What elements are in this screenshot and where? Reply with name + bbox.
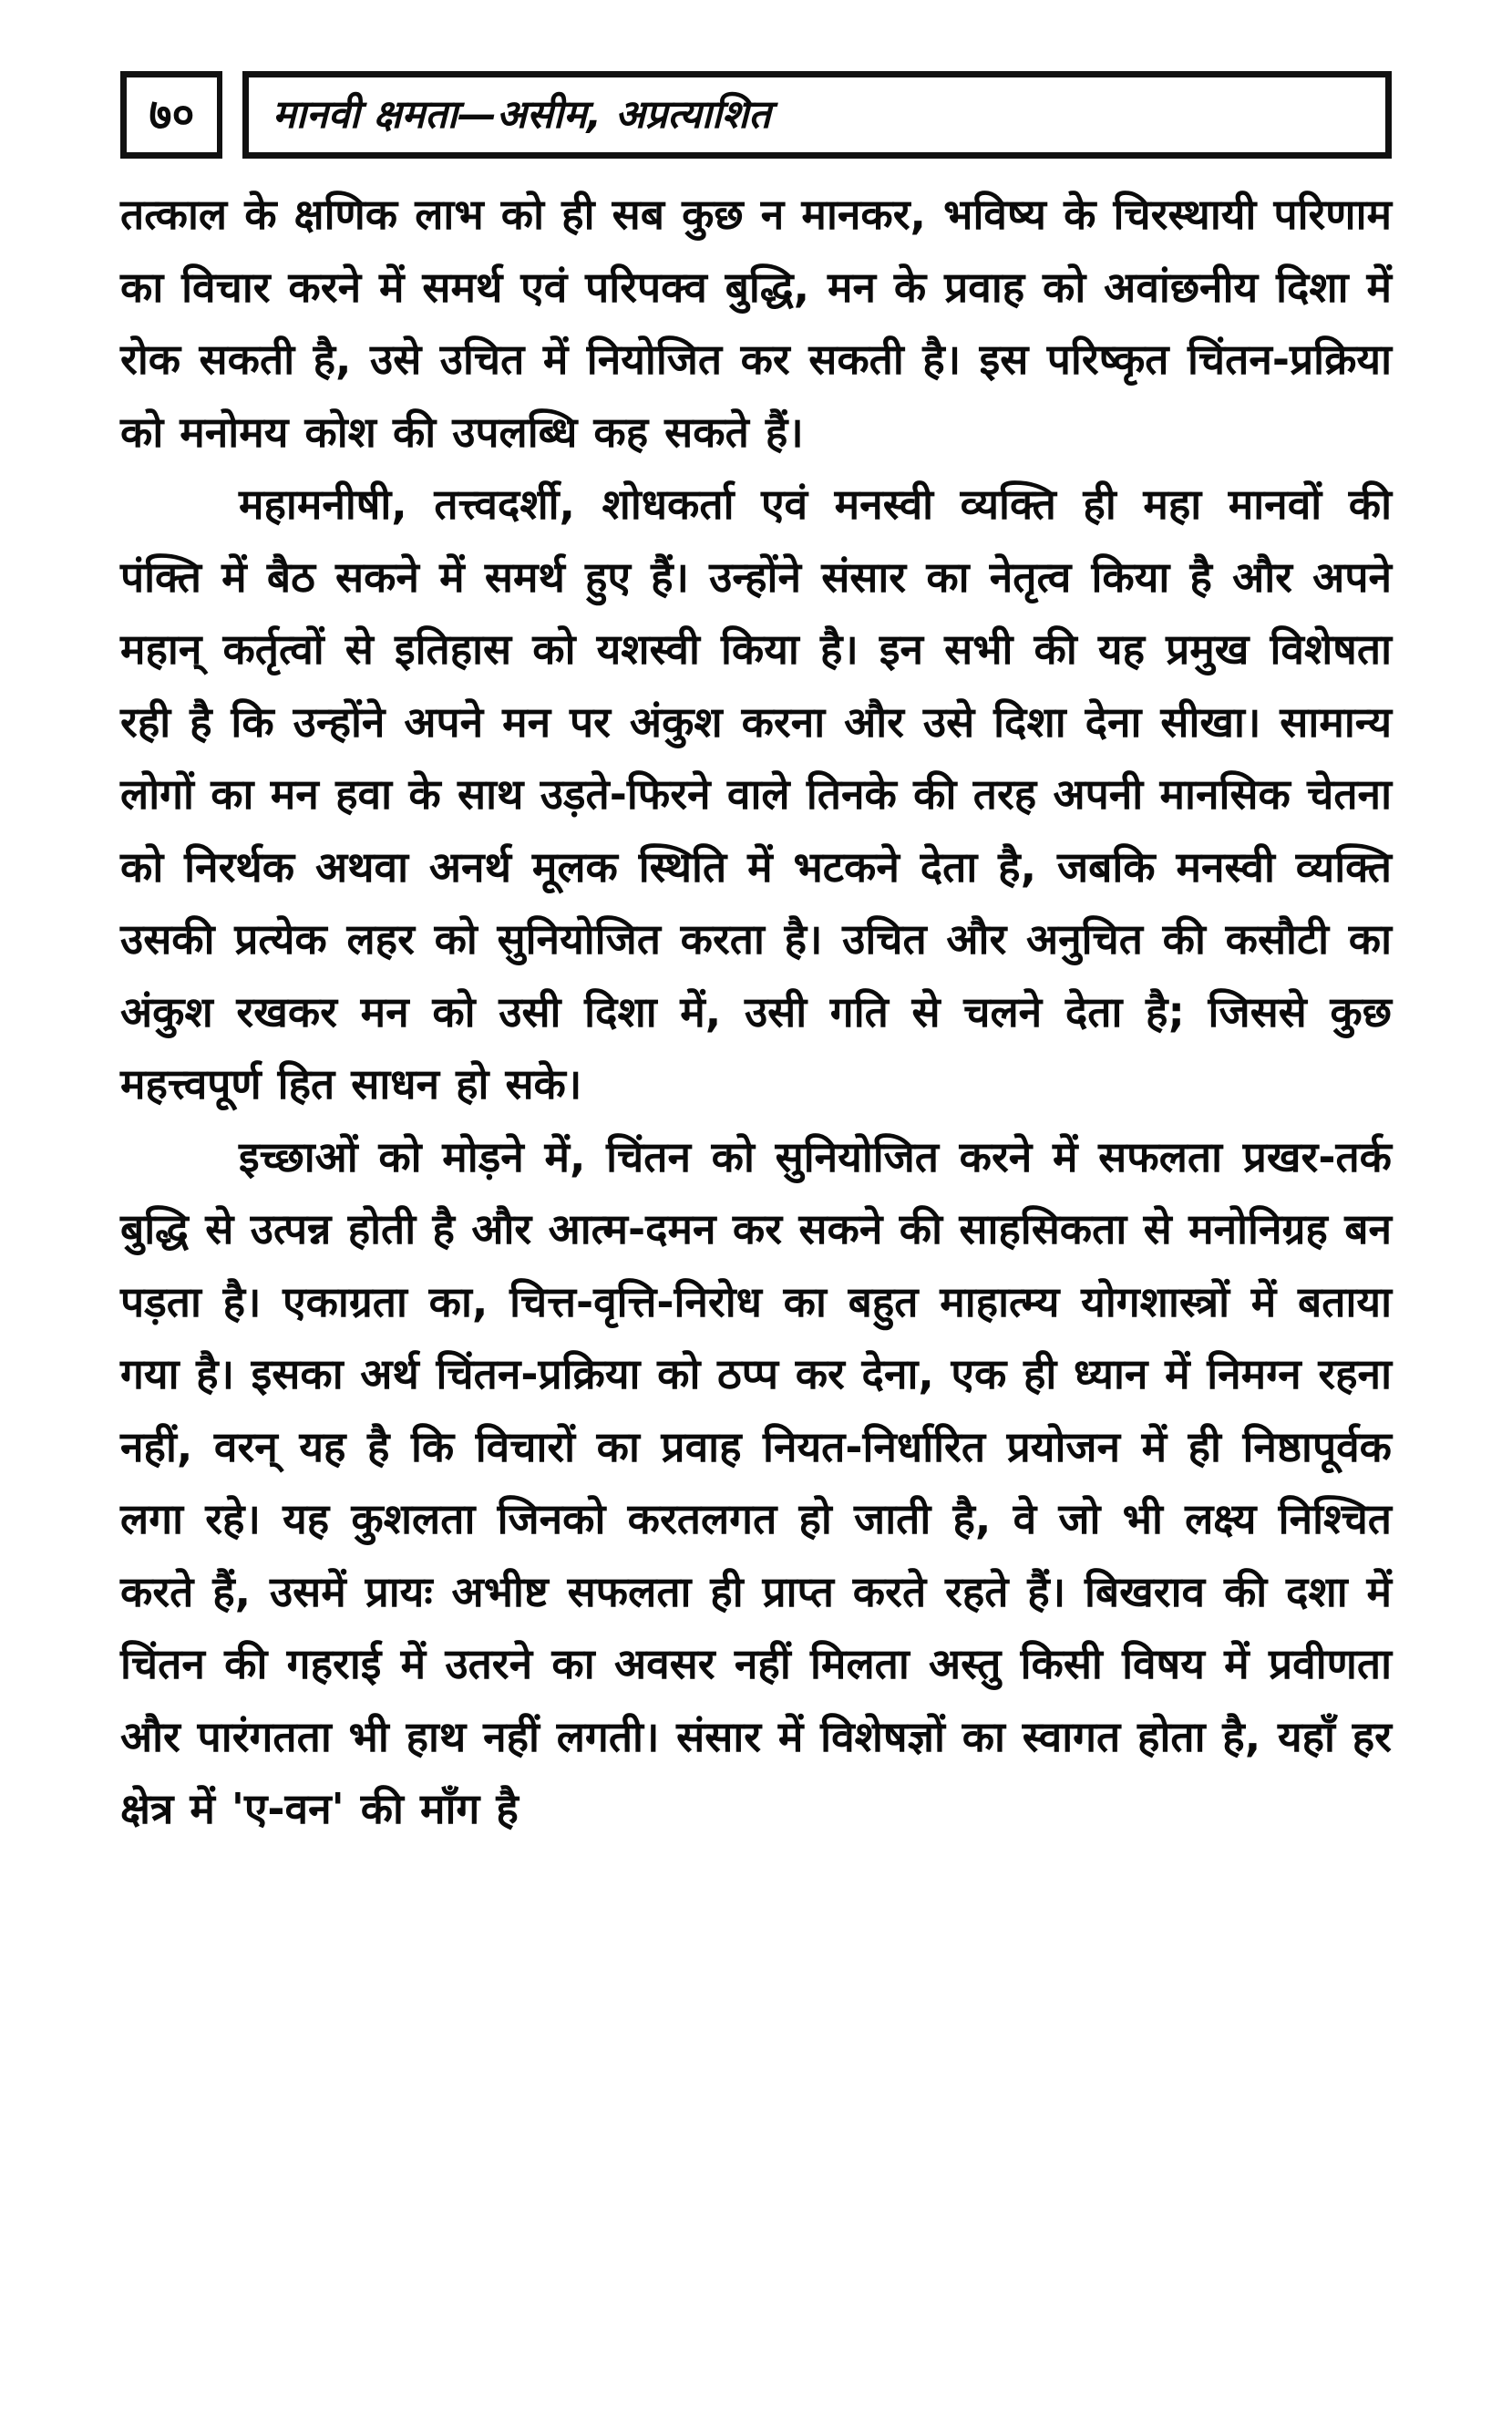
page-header — [120, 71, 1392, 159]
paragraph-3: इच्छाओं को मोड़ने में, चिंतन को सुनियोजित करने में सफलता प्रखर-तर्क बुद्धि से उत्पन्न होती है और आत्म-दमन कर सकने की साहसिकता से मनोनिग्रह बन पड़ता है। एकाग्रता का, चित्त-वृत्ति-निरोध का बहुत माहात्म्य योगशास्त्रों में बताया गया है। इसका अर्थ चिंतन-प्रक्रिया को ठप्प कर देना, एक ही ध्यान में निमग्न रहना नहीं, वरन् यह है कि विचारों का प्रवाह नियत-निर्धारित प्रयोजन में ही निष्ठापूर्वक लगा रहे। यह कुशलता जिनको करतलगत हो जाती है, वे जो भी लक्ष्य निश्चित करते हैं, उसमें प्रायः अभीष्ट सफलता ही प्राप्त करते रहते हैं। बिखराव की दशा में चिंतन की गहराई में उतरने का अवसर नहीं मिलता अस्तु किसी विषय में प्रवीणता और पारंगतता भी हाथ नहीं लगती। संसार में विशेषज्ञों का स्वागत होता है, यहाँ हर क्षेत्र में 'ए-वन' की माँग है — [120, 1131, 1392, 1833]
paragraph-2: महामनीषी, तत्त्वदर्शी, शोधकर्ता एवं मनस्वी व्यक्ति ही महा मानवों की पंक्ति में बैठ सकने में समर्थ हुए हैं। उन्होंने संसार का नेतृत्व किया है और अपने महान् कर्तृत्वों से इतिहास को यशस्वी किया है। इन सभी की यह प्रमुख विशेषता रही है कि उन्होंने अपने मन पर अंकुश करना और उसे दिशा देना सीखा। सामान्य लोगों का मन हवा के साथ उड़ते-फिरने वाले तिनके की तरह अपनी मानसिक चेतना को निरर्थक अथवा अनर्थ मूलक स्थिति में भटकने देता है, जबकि मनस्वी व्यक्ति उसकी प्रत्येक लहर को सुनियोजित करता है। उचित और अनुचित की कसौटी का अंकुश रखकर मन को उसी दिशा में, उसी गति से चलने देता है; जिससे कुछ महत्त्वपूर्ण हित साधन हो सके। — [120, 480, 1392, 1109]
page-number: ७० — [149, 89, 195, 140]
running-title-box — [242, 71, 1392, 159]
running-title: मानवी क्षमता—असीम, अप्रत्याशित — [273, 91, 771, 138]
book-page — [120, 71, 1392, 1846]
paragraph-1: तत्काल के क्षणिक लाभ को ही सब कुछ न मानकर, भविष्य के चिरस्थायी परिणाम का विचार करने में समर्थ एवं परिपक्व बुद्धि, मन के प्रवाह को अवांछनीय दिशा में रोक सकती है, उसे उचित में नियोजित कर सकती है। इस परिष्कृत चिंतन-प्रक्रिया को मनोमय कोश की उपलब्धि कह सकते हैं। — [120, 190, 1392, 457]
header-gap — [222, 71, 242, 159]
page-number-box — [120, 71, 222, 159]
